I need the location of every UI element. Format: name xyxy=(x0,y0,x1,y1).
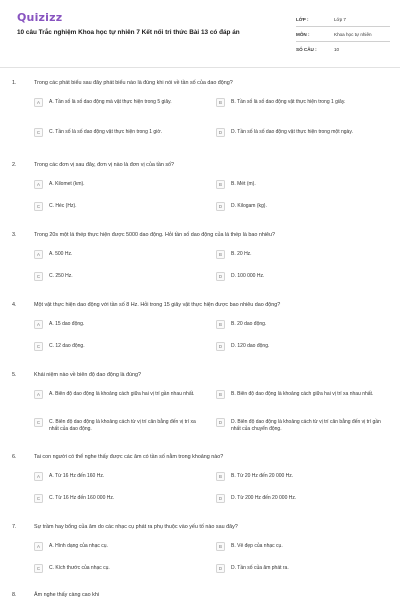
option-c[interactable] xyxy=(34,342,201,351)
option-d[interactable] xyxy=(216,418,383,433)
option-d[interactable] xyxy=(216,202,383,211)
meta-row-question-count xyxy=(296,42,390,57)
question-number: 5. xyxy=(12,372,17,378)
option-text: A. Biên độ dao động là khoảng cách giữa hai vị trí gần nhau nhất. xyxy=(49,391,195,397)
option-b[interactable] xyxy=(216,472,383,481)
option-text: B. Vẻ đẹp của nhạc cụ. xyxy=(231,543,283,549)
option-text: A. Tần số là số dao động mà vật thực hiện trong 5 giây. xyxy=(49,99,172,105)
meta-value: 10 xyxy=(334,47,340,52)
option-text: C. Héc (Hz). xyxy=(49,203,77,209)
option-text: C. Từ 16 Hz đến 160 000 Hz. xyxy=(49,495,115,501)
option-text: B. Từ 20 Hz đến 20 000 Hz. xyxy=(231,473,294,479)
option-d[interactable] xyxy=(216,342,383,351)
option-letter-box: D xyxy=(216,128,225,137)
option-a[interactable] xyxy=(34,98,201,107)
question-number: 4. xyxy=(12,302,17,308)
question-text: Trong các phát biểu sau đây phát biểu nào là đúng khi nói về tần số của dao động? xyxy=(34,80,233,86)
option-letter-box: B xyxy=(216,180,225,189)
option-letter-box: B xyxy=(216,390,225,399)
option-text: C. 250 Hz. xyxy=(49,273,73,279)
option-c[interactable] xyxy=(34,202,201,211)
option-d[interactable] xyxy=(216,494,383,503)
option-b[interactable] xyxy=(216,98,383,107)
quizizz-logo: Quizizz xyxy=(17,11,63,24)
option-text: B. 20 dao động. xyxy=(231,321,267,327)
option-d[interactable] xyxy=(216,128,383,137)
option-text: D. 100 000 Hz. xyxy=(231,273,265,279)
option-letter-box: A xyxy=(34,320,43,329)
option-c[interactable] xyxy=(34,494,201,503)
option-letter-box: C xyxy=(34,342,43,351)
option-text: B. Tần số là số dao động vật thực hiện trong 1 giây. xyxy=(231,99,346,105)
option-b[interactable] xyxy=(216,542,383,551)
option-letter-box: D xyxy=(216,418,225,427)
option-text: C. 12 dao động. xyxy=(49,343,85,349)
meta-label: LỚP : xyxy=(296,16,309,22)
option-a[interactable] xyxy=(34,320,201,329)
option-text: D. Biên độ dao động là khoảng cách từ vị trí cân bằng đến vị trí gần nhất của chuyển động. xyxy=(231,419,381,432)
option-letter-box: C xyxy=(34,564,43,573)
option-text: A. Từ 16 Hz đến 160 Hz. xyxy=(49,473,105,479)
option-letter-box: A xyxy=(34,472,43,481)
option-text: B. Biên độ dao động là khoảng cách giữa hai vị trí xa nhau nhất. xyxy=(231,391,374,397)
header-divider xyxy=(0,67,400,68)
option-b[interactable] xyxy=(216,250,383,259)
option-c[interactable] xyxy=(34,418,201,433)
option-text: C. Kích thước của nhạc cụ. xyxy=(49,565,110,571)
option-letter-box: A xyxy=(34,250,43,259)
option-text: A. Hình dạng của nhạc cụ. xyxy=(49,543,108,549)
option-letter-box: C xyxy=(34,272,43,281)
question-number: 1. xyxy=(12,80,17,86)
option-text: C. Tần số là số dao động vật thực hiện trong 1 giờ. xyxy=(49,129,162,135)
question-number: 6. xyxy=(12,454,17,460)
question-text: Sự trầm hay bổng của âm do các nhạc cụ phát ra phụ thuộc vào yếu tố nào sau đây? xyxy=(34,524,238,530)
question-text: Trong 20s một lá thép thực hiện được 5000 dao động. Hỏi tần số dao động của lá thép là bao nhiêu? xyxy=(34,232,276,238)
option-letter-box: A xyxy=(34,98,43,107)
meta-row-class xyxy=(296,12,390,27)
meta-value: Lớp 7 xyxy=(334,16,346,22)
option-letter-box: C xyxy=(34,494,43,503)
option-text: D. 120 dao động. xyxy=(231,343,270,349)
question-number: 2. xyxy=(12,162,17,168)
option-text: D. Tần số là số dao động vật thực hiện trong một ngày. xyxy=(231,129,353,135)
meta-info-table xyxy=(296,12,390,57)
option-letter-box: D xyxy=(216,494,225,503)
option-letter-box: A xyxy=(34,390,43,399)
option-text: A. 500 Hz. xyxy=(49,251,73,257)
option-d[interactable] xyxy=(216,564,383,573)
option-d[interactable] xyxy=(216,272,383,281)
option-a[interactable] xyxy=(34,180,201,189)
option-letter-box: C xyxy=(34,418,43,427)
question-number: 8. xyxy=(12,592,17,598)
question-text: Tai con người có thể nghe thấy được các âm có tần số nằm trong khoảng nào? xyxy=(34,454,224,460)
option-a[interactable] xyxy=(34,250,201,259)
option-text: C. Biên độ dao động là khoảng cách từ vị trí cân bằng đến vị trí xa nhất của dao động. xyxy=(49,419,196,432)
option-b[interactable] xyxy=(216,180,383,189)
option-letter-box: D xyxy=(216,202,225,211)
option-c[interactable] xyxy=(34,272,201,281)
question-number: 3. xyxy=(12,232,17,238)
option-letter-box: C xyxy=(34,202,43,211)
option-letter-box: A xyxy=(34,180,43,189)
option-text: A. 15 dao động. xyxy=(49,321,85,327)
option-text: D. Tần số của âm phát ra. xyxy=(231,565,289,571)
document-title: 10 câu Trắc nghiệm Khoa học tự nhiên 7 Kết nối tri thức Bài 13 có đáp án xyxy=(17,29,240,36)
option-text: D. Kilogam (kg). xyxy=(231,203,267,209)
option-a[interactable] xyxy=(34,390,201,399)
option-b[interactable] xyxy=(216,390,383,399)
question-text: Khái niệm nào về biên độ dao động là đúng? xyxy=(34,372,141,378)
option-letter-box: D xyxy=(216,272,225,281)
option-text: D. Từ 200 Hz đến 20 000 Hz. xyxy=(231,495,297,501)
option-letter-box: B xyxy=(216,320,225,329)
meta-row-subject xyxy=(296,27,390,42)
meta-value: Khoa học tự nhiên xyxy=(334,31,372,37)
option-text: B. 20 Hz. xyxy=(231,251,252,257)
option-letter-box: B xyxy=(216,250,225,259)
option-letter-box: D xyxy=(216,342,225,351)
option-text: B. Mét (m). xyxy=(231,181,256,187)
option-letter-box: A xyxy=(34,542,43,551)
meta-label: SỐ CÂU : xyxy=(296,47,317,52)
meta-label: MÔN : xyxy=(296,31,310,37)
option-b[interactable] xyxy=(216,320,383,329)
question-text: Một vật thực hiện dao động với tần số 8 Hz. Hỏi trong 15 giây vật thực hiện được bao nhiêu dao động? xyxy=(34,302,281,308)
option-a[interactable] xyxy=(34,472,201,481)
option-letter-box: B xyxy=(216,98,225,107)
option-letter-box: D xyxy=(216,564,225,573)
option-letter-box: C xyxy=(34,128,43,137)
option-c[interactable] xyxy=(34,128,201,137)
question-number: 7. xyxy=(12,524,17,530)
question-text: Âm nghe thấy càng cao khi xyxy=(34,592,100,598)
worksheet-header xyxy=(0,0,400,66)
option-letter-box: B xyxy=(216,542,225,551)
option-letter-box: B xyxy=(216,472,225,481)
option-text: A. Kilomet (km). xyxy=(49,181,85,187)
option-a[interactable] xyxy=(34,542,201,551)
option-c[interactable] xyxy=(34,564,201,573)
question-text: Trong các đơn vị sau đây, đơn vị nào là đơn vị của tần số? xyxy=(34,162,175,168)
